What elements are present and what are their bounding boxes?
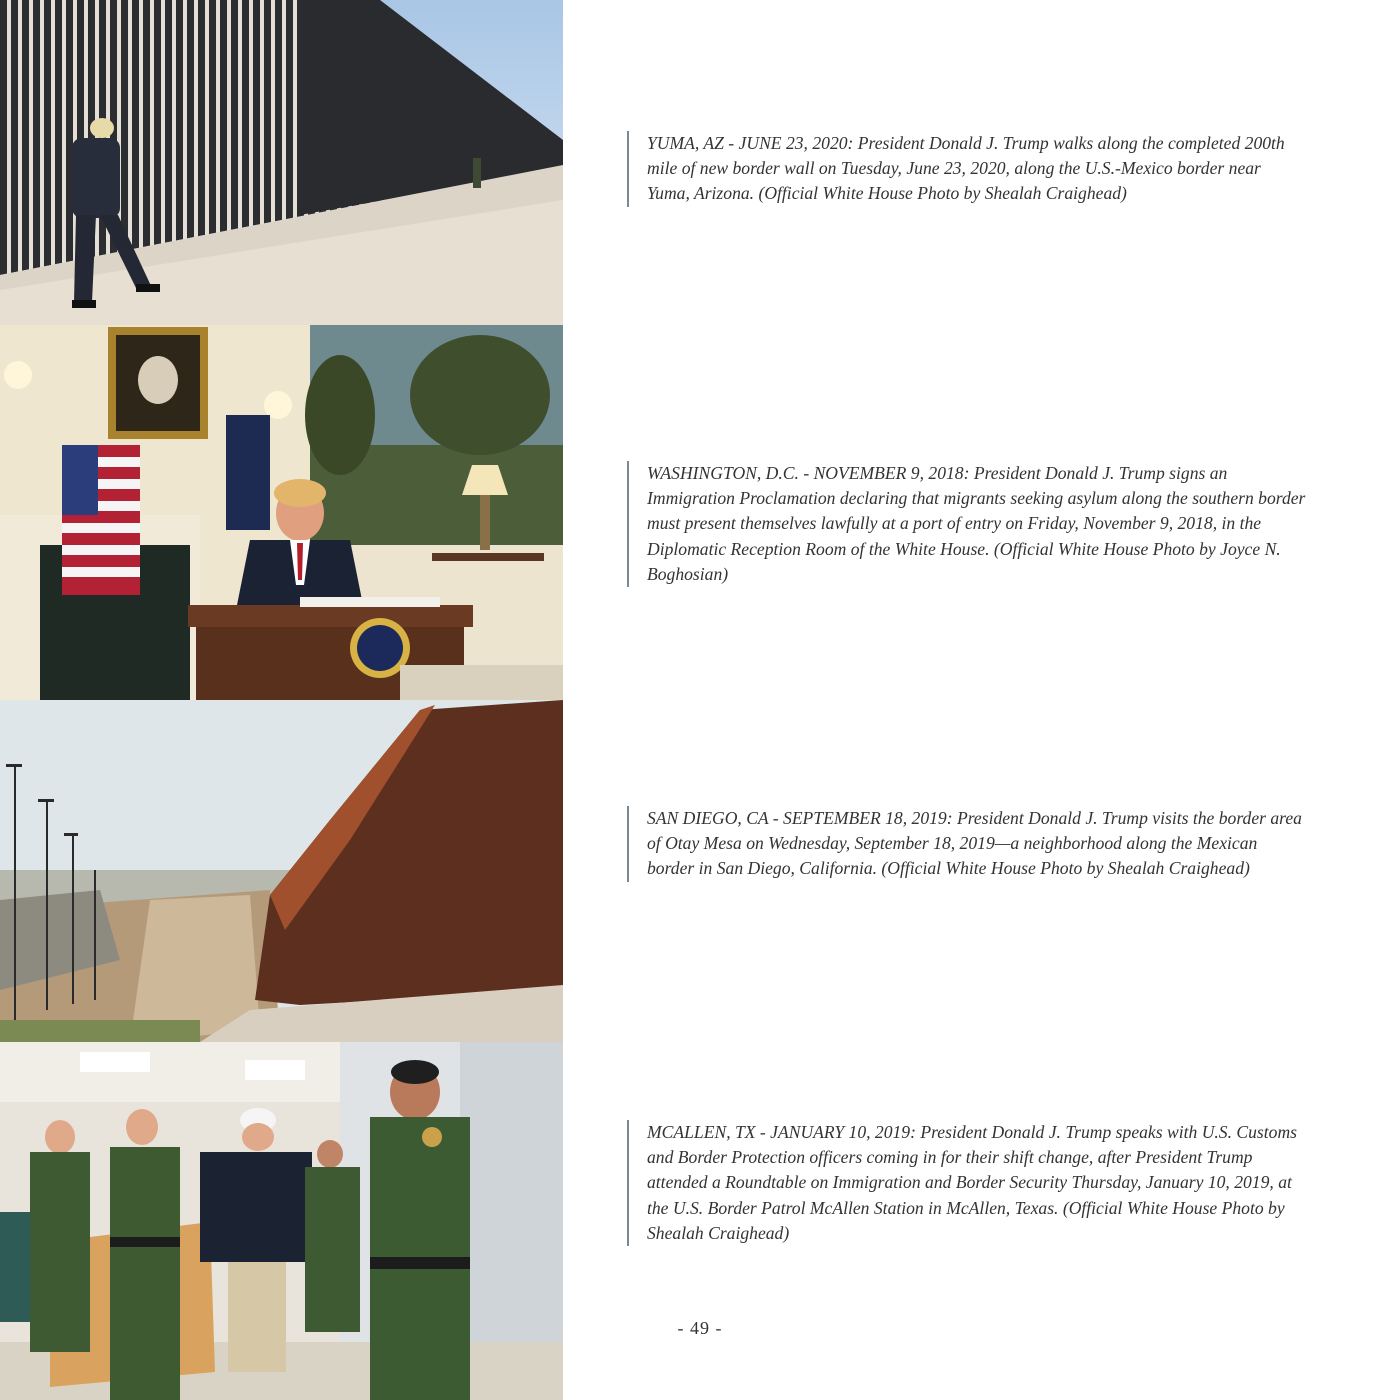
caption-washington: WASHINGTON, D.C. - NOVEMBER 9, 2018: President Donald J. Trump signs an Immigration Proclamation declaring that migrants seeking asylum along the southern border must present themselves lawfully at a port of entry on Friday, November 9, 2018, in the Diplomatic Reception Room of the White House. (Official White House Photo by Joyce N. Boghosian) [627, 461, 1307, 587]
photo-diplomatic-reception-room [0, 325, 563, 700]
photo-yuma-image [0, 0, 563, 325]
photo-otay-mesa-border [0, 700, 563, 1042]
photo-mcallen-station [0, 1042, 563, 1400]
photo-yuma-border-wall [0, 0, 563, 325]
page-number: - 49 - [677, 1318, 723, 1338]
caption-san-diego: SAN DIEGO, CA - SEPTEMBER 18, 2019: President Donald J. Trump visits the border area of Otay Mesa on Wednesday, September 18, 2019—a neighborhood along the Mexican border in San Diego, California. (Official White House Photo by Shealah Craighead) [627, 806, 1307, 882]
photo-column [0, 0, 563, 1400]
photo-signing-image [0, 325, 563, 700]
photo-mcallen-image [0, 1042, 563, 1400]
caption-mcallen: MCALLEN, TX - JANUARY 10, 2019: President Donald J. Trump speaks with U.S. Customs and Border Protection officers coming in for their shift change, after President Trump attended a Roundtable on Immigration and Border Security Thursday, January 10, 2019, at the U.S. Border Patrol McAllen Station in McAllen, Texas. (Official White House Photo by Shealah Craighead) [627, 1120, 1307, 1246]
caption-yuma: YUMA, AZ - JUNE 23, 2020: President Donald J. Trump walks along the completed 200th mile of new border wall on Tuesday, June 23, 2020, along the U.S.-Mexico border near Yuma, Arizona. (Official White House Photo by Shealah Craighead) [627, 131, 1307, 207]
photo-otay-mesa-image [0, 700, 563, 1042]
